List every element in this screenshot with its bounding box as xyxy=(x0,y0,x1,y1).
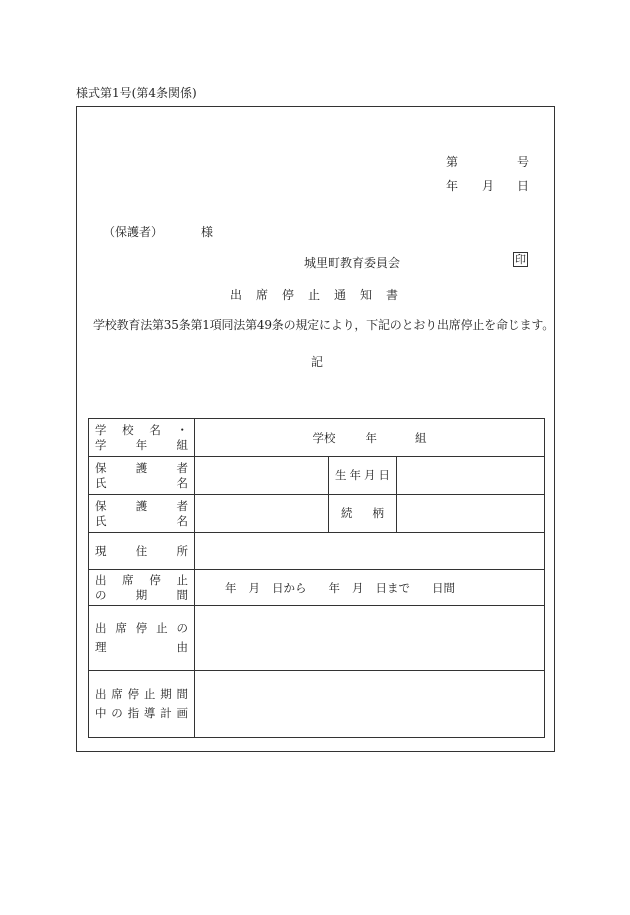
form-number-label: 様式第1号(第4条関係) xyxy=(76,86,197,100)
school-grade-value[interactable]: 学校 年 組 xyxy=(195,419,545,457)
table-row xyxy=(89,671,545,738)
notice-table xyxy=(88,418,545,738)
student-name-field[interactable] xyxy=(195,457,329,495)
table-row xyxy=(89,495,545,533)
reason-label: 出 席 停 止 の 理 由 xyxy=(89,606,195,671)
date-month: 月 xyxy=(482,179,495,193)
address-label: 現 住 所 xyxy=(89,533,195,570)
document-title: 出席停止通知書 xyxy=(230,288,413,302)
table-row xyxy=(89,457,545,495)
period-label: 出 席 停 止 の 期 間 xyxy=(89,570,195,606)
guardian-name-label: 保 護 者 氏 名 xyxy=(89,495,195,533)
seal-stamp: 印 xyxy=(515,253,526,266)
birthdate-field[interactable] xyxy=(397,457,545,495)
number-suffix: 号 xyxy=(517,155,530,169)
table-row xyxy=(89,570,545,606)
date-day: 日 xyxy=(517,179,530,193)
period-field[interactable]: 年 月 日から 年 月 日まで 日間 xyxy=(195,570,545,606)
relationship-field[interactable] xyxy=(397,495,545,533)
relationship-label: 続 柄 xyxy=(329,495,397,533)
reason-field[interactable] xyxy=(195,606,545,671)
birthdate-label: 生 年 月 日 xyxy=(329,457,397,495)
sender-name: 城里町教育委員会 xyxy=(304,256,401,270)
guidance-plan-label: 出 席 停 止 期 間 中 の 指 導 計 画 xyxy=(89,671,195,738)
table-row xyxy=(89,419,545,457)
guardian-label: （保護者） xyxy=(103,225,164,239)
address-field[interactable] xyxy=(195,533,545,570)
table-row xyxy=(89,606,545,671)
honorific-sama: 様 xyxy=(201,225,214,239)
student-name-label: 保 護 者 氏 名 xyxy=(89,457,195,495)
school-grade-label: 学 校 名 ・ 学 年 組 xyxy=(89,419,195,457)
table-row xyxy=(89,533,545,570)
date-year: 年 xyxy=(446,179,459,193)
number-prefix: 第 xyxy=(446,155,459,169)
guardian-name-field[interactable] xyxy=(195,495,329,533)
ki-heading: 記 xyxy=(311,355,324,369)
body-text: 学校教育法第35条第1項同法第49条の規定により，下記のとおり出席停止を命じます。 xyxy=(93,318,555,332)
guidance-plan-field[interactable] xyxy=(195,671,545,738)
